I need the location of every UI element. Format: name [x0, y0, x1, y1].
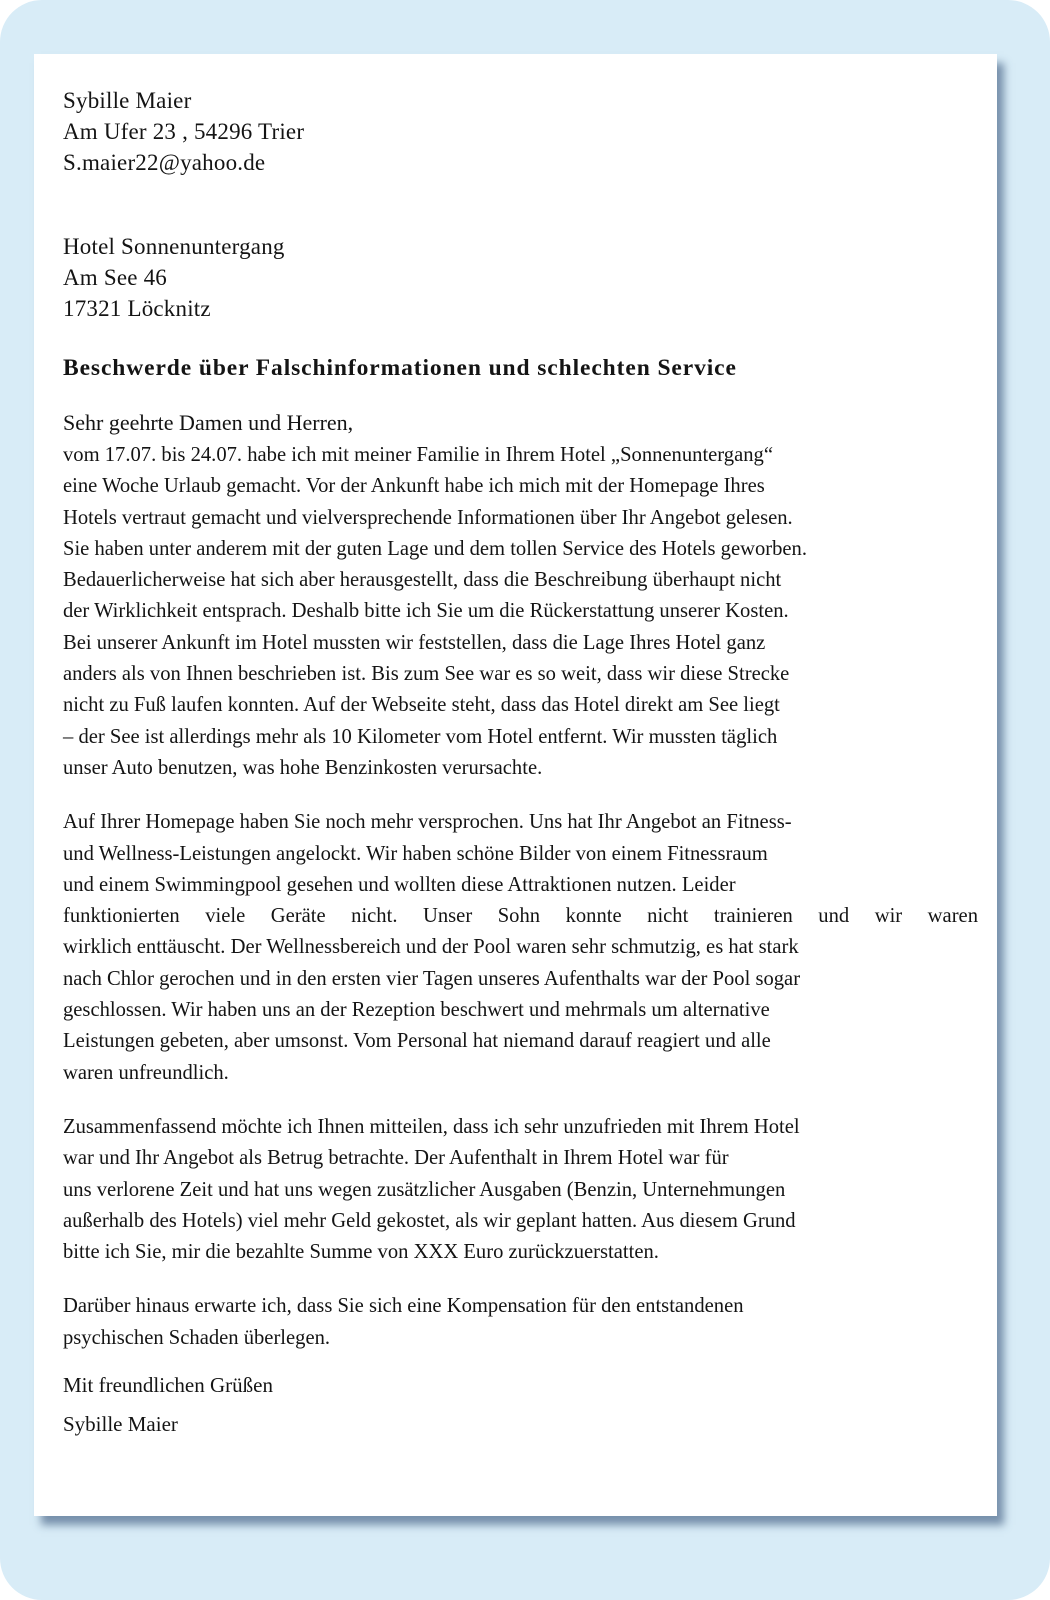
recipient-name: Hotel Sonnenuntergang	[63, 234, 285, 259]
paragraph-2	[63, 807, 978, 1089]
paragraph-line: und Wellness-Leistungen angelockt. Wir haben schöne Bilder von einem Fitnessraum	[63, 842, 768, 865]
paragraph-line: Leistungen gebeten, aber umsonst. Vom Personal hat niemand darauf reagiert und alle	[63, 1030, 771, 1053]
paragraph-line: waren unfreundlich.	[63, 1061, 229, 1084]
paragraph-line: Zusammenfassend möchte ich Ihnen mitteilen, dass ich sehr unzufrieden mit Ihrem Hotel	[63, 1115, 800, 1138]
paragraph-line: Bei unserer Ankunft im Hotel mussten wir feststellen, dass die Lage Ihres Hotel ganz	[63, 631, 766, 654]
signature: Sybille Maier	[63, 1412, 178, 1437]
letter-sheet	[34, 54, 997, 1516]
paragraph-3	[63, 1112, 978, 1268]
paragraph-line: Hotels vertraut gemacht und vielversprechende Informationen über Ihr Angebot gelesen.	[63, 506, 793, 529]
salutation: Sehr geehrte Damen und Herren,	[63, 410, 354, 435]
recipient-block	[63, 231, 978, 324]
paragraph-line: uns verlorene Zeit und hat uns wegen zusätzlicher Ausgaben (Benzin, Unternehmungen	[63, 1178, 786, 1201]
paragraph-line: geschlossen. Wir haben uns an der Rezeption beschwert und mehrmals um alternative	[63, 999, 770, 1022]
closing: Mit freundlichen Grüßen	[63, 1373, 273, 1398]
paragraph-line: Auf Ihrer Homepage haben Sie noch mehr versprochen. Uns hat Ihr Angebot an Fitness-	[63, 811, 792, 834]
paragraph-line: unser Auto benutzen, was hohe Benzinkosten verursachte.	[63, 756, 543, 779]
sender-address: Am Ufer 23 , 54296 Trier	[63, 119, 305, 144]
paragraph-line: psychischen Schaden überlegen.	[63, 1326, 331, 1349]
paragraph-line: vom 17.07. bis 24.07. habe ich mit meiner Familie in Ihrem Hotel „Sonnenuntergang“	[63, 444, 773, 466]
paragraph-line: eine Woche Urlaub gemacht. Vor der Ankunft habe ich mich mit der Homepage Ihres	[63, 475, 765, 498]
paragraph-line: funktionierten viele Geräte nicht. Unser Sohn konnte nicht trainieren und wir waren	[63, 905, 978, 928]
paragraph-line: Bedauerlicherweise hat sich aber herausgestellt, dass die Beschreibung überhaupt nicht	[63, 569, 782, 592]
letter-content	[63, 85, 978, 1439]
paragraph-line: anders als von Ihnen beschrieben ist. Bis zum See war es so weit, dass wir diese Strecke	[63, 663, 790, 686]
letter-subject: Beschwerde über Falschinformationen und schlechten Service	[63, 355, 737, 381]
paragraph-line: bitte ich Sie, mir die bezahlte Summe von XXX Euro zurückzuerstatten.	[63, 1241, 659, 1264]
paragraph-line: – der See ist allerdings mehr als 10 Kilometer vom Hotel entfernt. Wir mussten täglich	[63, 725, 778, 748]
paragraph-line: nach Chlor gerochen und in den ersten vier Tagen unseres Aufenthalts war der Pool sogar	[63, 967, 801, 990]
paragraph-line: Sie haben unter anderem mit der guten Lage und dem tollen Service des Hotels geworben.	[63, 537, 807, 560]
recipient-street: Am See 46	[63, 265, 168, 290]
recipient-city: 17321 Löcknitz	[63, 296, 211, 321]
paragraph-line: der Wirklichkeit entsprach. Deshalb bitte ich Sie um die Rückerstattung unserer Kosten.	[63, 600, 789, 623]
paragraph-line: Darüber hinaus erwarte ich, dass Sie sich eine Kompensation für den entstandenen	[63, 1295, 744, 1318]
paragraph-line: wirklich enttäuscht. Der Wellnessbereich und der Pool waren sehr schmutzig, es hat stark	[63, 936, 799, 959]
sender-block	[63, 85, 978, 178]
paragraph-line: nicht zu Fuß laufen konnten. Auf der Webseite steht, dass das Hotel direkt am See liegt	[63, 694, 780, 717]
paragraph-1	[63, 440, 978, 784]
paragraph-line: außerhalb des Hotels) viel mehr Geld gekostet, als wir geplant hatten. Aus diesem Grund	[63, 1209, 796, 1232]
sender-name: Sybille Maier	[63, 88, 192, 113]
sender-email: S.maier22@yahoo.de	[63, 150, 266, 175]
paragraph-line: war und Ihr Angebot als Betrug betrachte. Der Aufenthalt in Ihrem Hotel war für	[63, 1147, 729, 1170]
paragraph-line: und einem Swimmingpool gesehen und wollten diese Attraktionen nutzen. Leider	[63, 873, 736, 896]
paragraph-4	[63, 1291, 978, 1354]
